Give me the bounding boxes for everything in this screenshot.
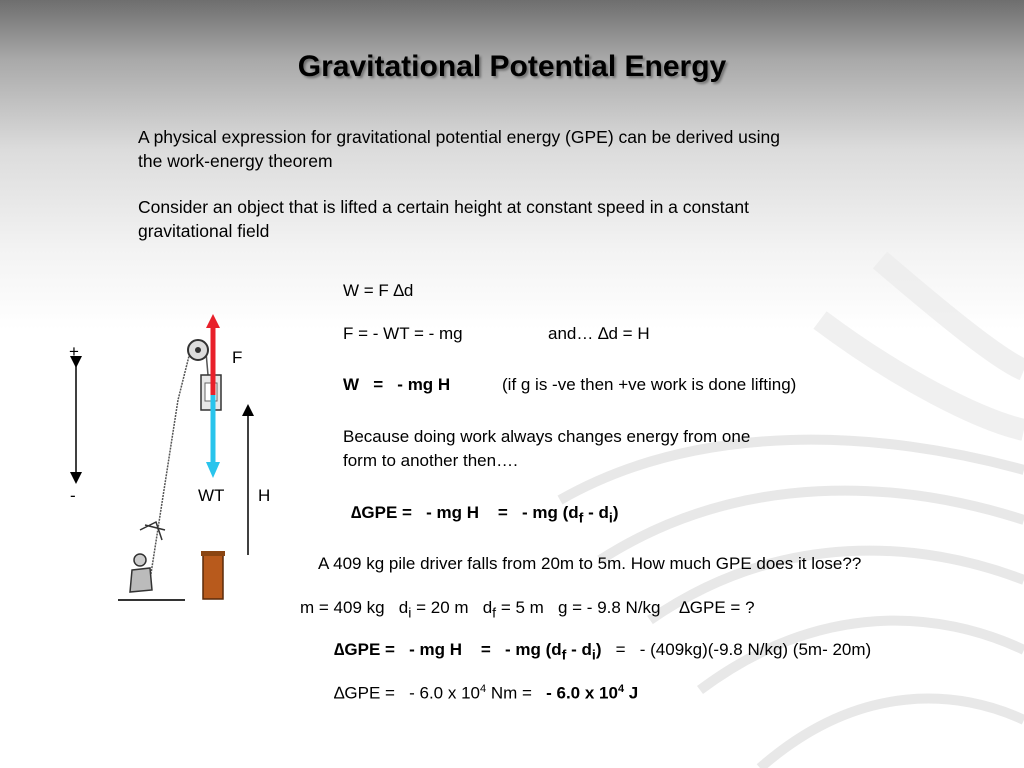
gpe-eq-mid: - d [583,503,609,522]
gpe-eq-lhs: ∆GPE = - mg H = - mg (d [351,503,579,522]
exponent: 4 [480,683,487,695]
solution-bold: - d [566,640,592,659]
subscript-i: i [591,647,596,664]
subscript-i: i [608,510,613,527]
work-result: W = - mg H [343,375,451,394]
rope [150,352,190,580]
force-label: F [232,348,243,367]
givens-text: = 5 m g = - 9.8 N/kg ∆GPE = ? [496,598,755,617]
answer-unit: J [624,683,639,703]
work-equation: W = F ∆d [343,281,414,300]
solution-text: ∆GPE = - 6.0 x 10 [334,683,480,703]
intro-line: Consider an object that is lifted a certain height at constant speed in a constant [138,197,749,217]
subscript-i: i [408,605,412,622]
gpe-eq-close: ) [612,503,619,522]
work-note: (if g is -ve then +ve work is done lifting) [502,375,797,394]
solution-bold: ) [595,640,602,659]
plus-sign-label: + [69,342,79,361]
page-title: Gravitational Potential Energy [297,50,727,83]
answer-exponent: 4 [617,683,625,695]
final-answer: - 6.0 x 10 [546,683,618,703]
givens-text: = 20 m d [411,598,493,617]
subscript-f: f [492,605,497,622]
subscript-f: f [561,647,567,664]
height-label: H [258,486,271,505]
intro-line: A physical expression for gravitational potential energy (GPE) can be derived using [138,127,781,147]
displacement-equation: and… ∆d = H [548,324,650,343]
energy-statement-line-2: form to another then…. [343,451,518,470]
solution-unit: Nm = [486,683,547,703]
givens-text: m = 409 kg d [300,598,409,617]
intro-line: gravitational field [138,221,270,241]
wooden-post-icon [203,553,223,599]
solution-bold: ∆GPE = - mg H = - mg (d [334,640,562,659]
minus-sign-label: - [70,486,76,505]
intro-line: the work-energy theorem [138,151,333,171]
solution-rest: = - (409kg)(-9.8 N/kg) (5m- 20m) [601,640,872,659]
subscript-f: f [578,510,584,527]
force-equation: F = - WT = - mg [343,324,463,343]
weight-label: WT [198,486,225,505]
problem-question: A 409 kg pile driver falls from 20m to 5m. How much GPE does it lose?? [318,554,862,573]
energy-statement-line-1: Because doing work always changes energy from one [343,427,751,446]
worker-icon [130,522,165,592]
